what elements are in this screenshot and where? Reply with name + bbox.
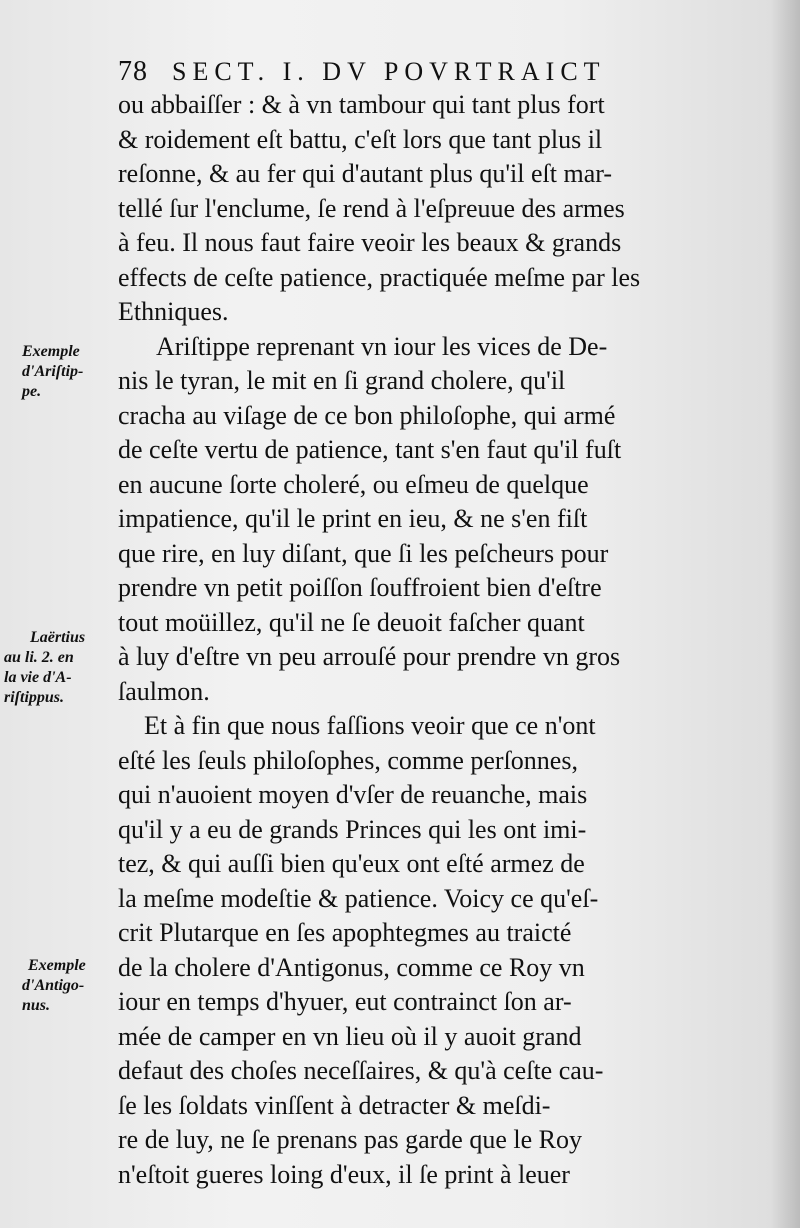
margin-note-line: d'Antigo- <box>22 977 85 994</box>
text-line: la meſme modeſtie & patience. Voicy ce qu'eſ- <box>118 883 599 913</box>
margin-note-antigonus <box>22 956 128 1016</box>
text-line: cracha au viſage de ce bon philoſophe, qui armé <box>118 400 616 430</box>
margin-note-line: Exemple <box>22 343 80 360</box>
text-line: defaut des choſes neceſſaires, & qu'à ceſte cau- <box>118 1056 604 1085</box>
body-text <box>118 88 728 1192</box>
text-line: ſe les ſoldats vinſſent à detracter & meſdi- <box>118 1090 551 1120</box>
text-line: ſaulmon. <box>118 676 210 706</box>
text-line: qu'il y a eu de grands Princes qui les ont imi- <box>118 814 587 844</box>
text-line: crit Plutarque en ſes apophtegmes au traicté <box>118 918 572 947</box>
text-line: que rire, en luy diſant, que ſi les peſcheurs pour <box>118 538 609 568</box>
text-line: de ceſte vertu de patience, tant s'en faut qu'il fuſt <box>118 435 622 464</box>
margin-note-line: Exemple <box>28 957 86 974</box>
margin-note-line: riſtippus. <box>4 689 65 706</box>
text-line: & roidement eſt battu, c'eſt lors que tant plus il <box>118 124 603 154</box>
text-line: en aucune ſorte choleré, ou eſmeu de quelque <box>118 469 589 499</box>
page-edge-shadow <box>770 0 800 1228</box>
text-line: reſonne, & au fer qui d'autant plus qu'il eſt mar- <box>118 159 613 188</box>
text-line: iour en temps d'hyuer, eut contrainct ſon ar- <box>118 987 572 1016</box>
text-line: mée de camper en vn lieu où il y auoit grand <box>118 1021 582 1051</box>
margin-note-aristippe <box>22 342 122 402</box>
text-line: effects de ceſte patience, practiquée meſme par les <box>118 262 641 292</box>
margin-note-line: pe. <box>22 383 42 400</box>
running-title: SECT. I. DV POVRTRAICT <box>172 57 606 86</box>
text-line: de la cholere d'Antigonus, comme ce Roy vn <box>118 952 585 982</box>
margin-note-line: Laërtius <box>30 629 86 646</box>
page-number: 78 <box>118 56 148 87</box>
margin-note-line: la vie d'A- <box>4 669 72 686</box>
margin-note-line: nus. <box>22 997 51 1014</box>
text-line: prendre vn petit poiſſon ſouffroient bien d'eſtre <box>118 573 602 602</box>
margin-note-laertius <box>4 628 130 708</box>
text-line: tout moüillez, qu'il ne ſe deuoit faſcher quant <box>118 607 585 637</box>
margin-note-line: au li. 2. en <box>4 649 74 666</box>
text-line: Et à fin que nous faſſions veoir que ce n'ont <box>144 711 596 740</box>
text-line: Ethniques. <box>118 297 229 326</box>
text-line: n'eſtoit gueres loing d'eux, il ſe print à leuer <box>118 1159 570 1189</box>
text-line: tez, & qui auſſi bien qu'eux ont eſté armez de <box>118 849 585 878</box>
text-line: Ariſtippe reprenant vn iour les vices de De- <box>156 331 608 361</box>
text-line: qui n'auoient moyen d'vſer de reuanche, mais <box>118 780 588 809</box>
text-line: ou abbaiſſer : & à vn tambour qui tant plus fort <box>118 90 605 119</box>
text-line: à feu. Il nous faut faire veoir les beaux & grands <box>118 228 622 257</box>
text-line: tellé ſur l'enclume, ſe rend à l'eſpreuue des armes <box>118 193 625 223</box>
text-line: nis le tyran, le mit en ſi grand cholere, qu'il <box>118 366 566 395</box>
text-line: re de luy, ne ſe prenans pas garde que le Roy <box>118 1125 582 1154</box>
margin-note-line: d'Ariſtip- <box>22 363 84 380</box>
text-line: à luy d'eſtre vn peu arrouſé pour prendre vn gros <box>118 642 621 671</box>
text-line: eſté les ſeuls philoſophes, comme perſonnes, <box>118 745 578 775</box>
text-line: impatience, qu'il le print en ieu, & ne s'en fiſt <box>118 504 588 533</box>
